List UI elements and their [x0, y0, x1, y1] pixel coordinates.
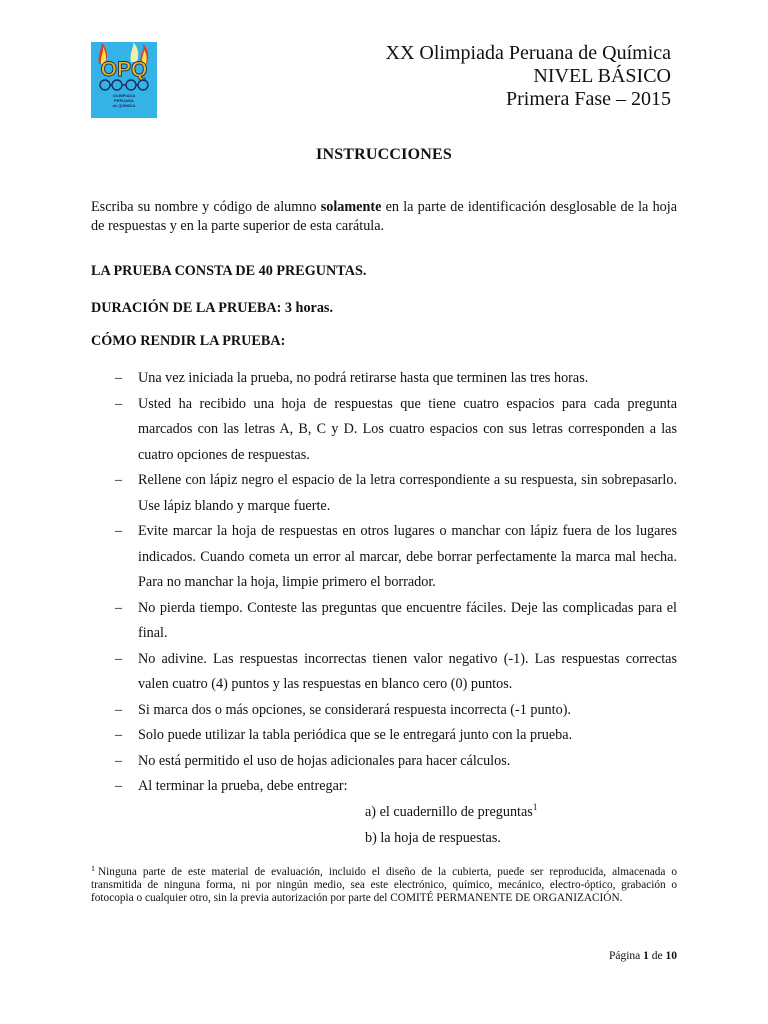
- header-olympiad-name: XX Olimpiada Peruana de Química: [385, 42, 671, 64]
- deliverable-answer-sheet: b) la hoja de respuestas.: [365, 830, 501, 846]
- bullet-dash: –: [115, 472, 123, 488]
- intro-paragraph: [91, 198, 677, 236]
- intro-text-before: Escriba su nombre y código de alumno: [91, 199, 321, 215]
- list-item: [91, 366, 677, 392]
- logo-caption: [91, 93, 157, 108]
- page-number: [609, 950, 677, 962]
- footnote-text: Ninguna parte de este material de evaluación, incluido el diseño de la cubierta, puede ser reproducida, almacenada o transmitida de ninguna forma, ni por ningún medio, sea este electrónico, químico, mecánico, electro-óptico, grabación o fotocopia o cualquier otro, sin la previa autorización por parte del COMITÉ PERMANENTE DE ORGANIZACIÓN.: [91, 866, 677, 905]
- heading-how-to: CÓMO RENDIR LA PRUEBA:: [91, 333, 286, 349]
- list-item-text: No está permitido el uso de hojas adicionales para hacer cálculos.: [138, 752, 511, 769]
- page-title: INSTRUCCIONES: [316, 146, 452, 163]
- bullet-dash: –: [115, 523, 123, 539]
- bullet-dash: –: [115, 727, 123, 743]
- logo-caption-line: de QUÍMICA: [112, 103, 136, 108]
- list-item-text: Evite marcar la hoja de respuestas en otros lugares o manchar con lápiz fuera de los lugares indicados. Cuando cometa un error al marcar, debe borrar perfectamente la marca mal hecha. Para no manchar la hoja, limpie primero el borrador.: [138, 523, 677, 590]
- list-item-text: Al terminar la prueba, debe entregar:: [138, 778, 348, 794]
- bullet-dash: –: [115, 778, 123, 794]
- bullet-dash: –: [115, 752, 123, 769]
- heading-duration: DURACIÓN DE LA PRUEBA: 3 horas.: [91, 300, 333, 316]
- footnote: [91, 866, 677, 906]
- list-item: [91, 596, 677, 647]
- list-item-text: Usted ha recibido una hoja de respuestas que tiene cuatro espacios para cada pregunta marcados con las letras A, B, C y D. Los cuatro espacios con sus letras corresponden a las cuatro opciones de respuestas.: [138, 395, 677, 463]
- footnote-mark: 1: [91, 864, 95, 873]
- list-item-text: Solo puede utilizar la tabla periódica que se le entregará junto con la prueba.: [138, 727, 573, 743]
- heading-question-count: LA PRUEBA CONSTA DE 40 PREGUNTAS.: [91, 263, 367, 279]
- list-item: [91, 723, 677, 749]
- intro-text-bold: solamente: [320, 199, 382, 215]
- bullet-dash: –: [115, 370, 123, 386]
- list-item: [91, 647, 677, 698]
- list-item: [91, 774, 677, 800]
- bullet-dash: –: [115, 395, 123, 412]
- logo-text: OPQ: [100, 58, 148, 81]
- deliverable-questions-booklet: [365, 804, 537, 821]
- list-item: [91, 749, 677, 775]
- deliverable-text: a) el cuadernillo de preguntas: [365, 804, 533, 820]
- header-phase: Primera Fase – 2015: [506, 88, 671, 110]
- total-pages: 10: [665, 950, 677, 962]
- list-item: [91, 519, 677, 596]
- opq-logo: [91, 42, 157, 118]
- list-item-text: Rellene con lápiz negro el espacio de la letra correspondiente a su respuesta, sin sobrepasarlo. Use lápiz blando y marque fuerte.: [138, 472, 677, 514]
- instructions-list: [91, 366, 677, 800]
- bullet-dash: –: [115, 701, 123, 718]
- list-item: [91, 468, 677, 519]
- list-item: [91, 698, 677, 724]
- list-item-text: Si marca dos o más opciones, se considerará respuesta incorrecta (-1 punto).: [138, 701, 571, 718]
- list-item-text: Una vez iniciada la prueba, no podrá retirarse hasta que terminen las tres horas.: [138, 370, 589, 386]
- footnote-reference[interactable]: 1: [532, 802, 538, 812]
- list-item-text: No adivine. Las respuestas incorrectas tienen valor negativo (-1). Las respuestas correctas valen cuatro (4) puntos y las respuestas en blanco cero (0) puntos.: [138, 650, 677, 692]
- list-item: [91, 392, 677, 469]
- document-header: [386, 42, 671, 111]
- logo-caption-line: OLIMPIADA: [112, 93, 136, 98]
- logo-caption-line: PERUANA: [114, 98, 134, 103]
- current-page: 1: [643, 950, 649, 962]
- header-level: NIVEL BÁSICO: [533, 65, 671, 87]
- intro-text-after: en la parte de identificación desglosable de la hoja de respuestas y en la parte superior de esta carátula.: [91, 199, 677, 234]
- list-item-text: No pierda tiempo. Conteste las preguntas que encuentre fáciles. Deje las complicadas para el final.: [138, 599, 677, 641]
- bullet-dash: –: [115, 650, 123, 667]
- page-label: Página: [608, 950, 641, 962]
- page-separator: de: [651, 950, 663, 962]
- bullet-dash: –: [115, 599, 123, 616]
